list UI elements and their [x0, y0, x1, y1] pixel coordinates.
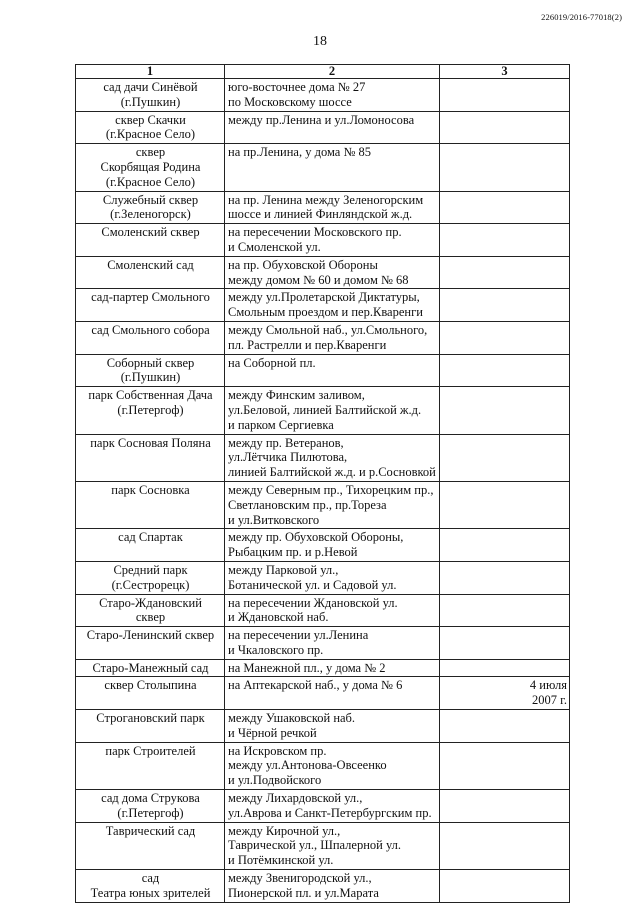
object-name-cell	[76, 289, 225, 322]
object-name-line: сад дома Струкова	[101, 791, 200, 806]
notes-cell	[440, 822, 570, 869]
location-line: шоссе и линией Финляндской ж.д.	[228, 207, 413, 222]
location-line: Светлановским пр., пр.Тореза	[228, 497, 387, 512]
object-name-line: Соборный сквер	[106, 355, 195, 370]
location-cell	[225, 224, 440, 257]
location-line: юго-восточнее дома № 27	[228, 80, 366, 94]
location-line: на пр. Ленина между Зеленогорским	[228, 192, 424, 207]
location-cell	[225, 561, 440, 594]
location-cell	[225, 822, 440, 869]
object-name-line: Старо-Ленинский сквер	[86, 628, 215, 643]
location-cell	[225, 742, 440, 789]
location-line: между ул.Антонова-Овсеенко	[228, 758, 387, 773]
location-line: на пр. Обуховской Обороны	[228, 257, 378, 272]
object-name-cell	[76, 387, 225, 434]
location-line: ул.Лётчика Пилютова,	[228, 450, 348, 465]
object-name-cell	[76, 529, 225, 562]
location-line: ул.Аврова и Санкт-Петербургским пр.	[228, 805, 432, 820]
object-name-line: Скорбящая Родина	[100, 159, 201, 174]
location-line: между домом № 60 и домом № 68	[228, 272, 409, 287]
notes-cell	[440, 387, 570, 434]
location-line: между ул.Пролетарской Диктатуры,	[228, 290, 420, 305]
object-name-line: сад-партер Смольного	[91, 290, 210, 305]
object-name-cell	[76, 870, 225, 903]
table-row	[76, 659, 570, 677]
object-name-line: (г.Красное Село)	[105, 174, 196, 189]
object-name-cell	[76, 677, 225, 710]
object-name-line: парк Строителей	[105, 743, 196, 758]
notes-cell	[440, 111, 570, 144]
location-line: Смольным проездом и пер.Кваренги	[228, 305, 423, 320]
location-cell	[225, 677, 440, 710]
column-header-1: 1	[76, 65, 225, 79]
location-cell	[225, 111, 440, 144]
location-cell	[225, 354, 440, 387]
object-name-line: Театра юных зрителей	[90, 885, 211, 900]
object-name-cell	[76, 742, 225, 789]
location-cell	[225, 387, 440, 434]
green-areas-table	[75, 64, 570, 903]
table-row	[76, 822, 570, 869]
location-cell	[225, 529, 440, 562]
object-name-cell	[76, 481, 225, 528]
object-name-cell	[76, 594, 225, 627]
location-cell	[225, 191, 440, 224]
object-name-line: Служебный сквер	[102, 192, 199, 207]
location-cell	[225, 434, 440, 481]
object-name-line: Старо-Ждановский	[99, 595, 202, 610]
location-cell	[225, 627, 440, 660]
table-row	[76, 434, 570, 481]
table-row	[76, 289, 570, 322]
table-row	[76, 594, 570, 627]
notes-cell	[440, 659, 570, 677]
column-header-3: 3	[440, 65, 570, 79]
location-cell	[225, 79, 440, 112]
notes-cell	[440, 289, 570, 322]
table-row	[76, 561, 570, 594]
table-row	[76, 710, 570, 743]
notes-cell	[440, 321, 570, 354]
table-row	[76, 111, 570, 144]
object-name-line: парк Сосновая Поляна	[90, 435, 211, 450]
location-line: и Смоленской ул.	[228, 239, 321, 254]
page-number: 18	[313, 34, 327, 49]
notes-cell	[440, 354, 570, 387]
location-line: на Манежной пл., у дома № 2	[228, 660, 386, 675]
object-name-cell	[76, 659, 225, 677]
object-name-cell	[76, 627, 225, 660]
object-name-cell	[76, 321, 225, 354]
object-name-cell	[76, 790, 225, 823]
table-row	[76, 742, 570, 789]
location-line: на Аптекарской наб., у дома № 6	[228, 678, 403, 693]
location-line: ул.Беловой, линией Балтийской ж.д.	[228, 402, 422, 417]
location-line: между Звенигородской ул.,	[228, 871, 372, 886]
object-name-line: сквер Скачки	[115, 112, 186, 127]
object-name-line: Смоленский сад	[107, 257, 194, 272]
table-row	[76, 627, 570, 660]
location-line: между пр.Ленина и ул.Ломоносова	[228, 112, 415, 127]
object-name-line: Таврический сад	[105, 823, 196, 838]
location-line: по Московскому шоссе	[228, 94, 352, 109]
location-line: и ул.Витковского	[228, 512, 320, 527]
location-cell	[225, 790, 440, 823]
location-cell	[225, 289, 440, 322]
location-line: Ботанической ул. и Садовой ул.	[228, 577, 397, 592]
location-line: между Северным пр., Тихорецким пр.,	[228, 482, 434, 497]
object-name-line: (г.Пушкин)	[120, 94, 181, 109]
location-line: Таврической ул., Шпалерной ул.	[228, 838, 402, 853]
table-row	[76, 321, 570, 354]
object-name-line: сквер	[135, 610, 166, 625]
table-body	[76, 79, 570, 903]
location-line: между Кирочной ул.,	[228, 823, 341, 838]
object-name-line: сквер Столыпина	[104, 678, 197, 693]
object-name-line: (г.Петергоф)	[117, 402, 184, 417]
object-name-cell	[76, 434, 225, 481]
notes-cell	[440, 742, 570, 789]
location-cell	[225, 594, 440, 627]
object-name-line: (г.Пушкин)	[120, 370, 181, 385]
location-line: на пересечении Московского пр.	[228, 225, 402, 240]
table-row	[76, 256, 570, 289]
object-name-line: сад дачи Синёвой	[103, 80, 198, 94]
location-line: на Соборной пл.	[228, 355, 316, 370]
location-cell	[225, 659, 440, 677]
notes-cell	[440, 710, 570, 743]
object-name-cell	[76, 561, 225, 594]
location-cell	[225, 710, 440, 743]
location-line: между Парковой ул.,	[228, 562, 339, 577]
object-name-cell	[76, 710, 225, 743]
notes-cell	[440, 627, 570, 660]
location-line: между пр. Ветеранов,	[228, 435, 344, 450]
notes-cell	[440, 481, 570, 528]
table-row	[76, 870, 570, 903]
column-header-2: 2	[225, 65, 440, 79]
object-name-line: (г.Сестрорецк)	[111, 577, 190, 592]
location-line: между Финским заливом,	[228, 388, 365, 403]
location-cell	[225, 481, 440, 528]
location-cell	[225, 321, 440, 354]
object-name-line: сад	[141, 871, 160, 886]
table-row	[76, 481, 570, 528]
notes-line: 2007 г.	[532, 693, 567, 708]
object-name-cell	[76, 354, 225, 387]
notes-cell	[440, 256, 570, 289]
notes-line: 4 июля	[529, 678, 567, 693]
object-name-line: парк Собственная Дача	[88, 388, 213, 403]
object-name-cell	[76, 822, 225, 869]
object-name-line: парк Сосновка	[111, 482, 190, 497]
object-name-cell	[76, 144, 225, 191]
location-cell	[225, 144, 440, 191]
notes-cell	[440, 224, 570, 257]
location-line: на пересечении ул.Ленина	[228, 628, 369, 643]
notes-cell	[440, 191, 570, 224]
location-line: на пересечении Ждановской ул.	[228, 595, 398, 610]
object-name-line: (г.Красное Село)	[105, 127, 196, 142]
location-line: и ул.Подвойского	[228, 773, 322, 788]
location-line: между пр. Обуховской Обороны,	[228, 530, 404, 545]
location-line: Рыбацким пр. и р.Невой	[228, 545, 358, 560]
notes-cell	[440, 594, 570, 627]
location-line: и Чкаловского пр.	[228, 642, 324, 657]
object-name-line: сад Смольного собора	[91, 322, 210, 337]
notes-cell	[440, 434, 570, 481]
location-line: и Ждановской наб.	[228, 610, 329, 625]
notes-cell	[440, 144, 570, 191]
location-line: пл. Растрелли и пер.Кваренги	[228, 337, 387, 352]
location-line: между Лихардовской ул.,	[228, 791, 363, 806]
location-line: Пионерской пл. и ул.Марата	[228, 885, 379, 900]
notes-cell	[440, 529, 570, 562]
table-row	[76, 354, 570, 387]
notes-cell	[440, 677, 570, 710]
location-line: между Смольной наб., ул.Смольного,	[228, 322, 428, 337]
document-id: 226019/2016-77018(2)	[541, 12, 622, 22]
table-row	[76, 677, 570, 710]
object-name-cell	[76, 191, 225, 224]
location-line: на Искровском пр.	[228, 743, 327, 758]
location-line: между Ушаковской наб.	[228, 711, 356, 726]
table-row	[76, 224, 570, 257]
location-line: линией Балтийской ж.д. и р.Сосновкой	[228, 465, 436, 480]
table-header-row	[76, 65, 570, 79]
object-name-line: сквер	[135, 145, 166, 160]
object-name-line: сад Спартак	[118, 530, 183, 545]
table-row	[76, 790, 570, 823]
object-name-line: (г.Зеленогорск)	[110, 207, 191, 222]
location-line: и Потёмкинской ул.	[228, 853, 334, 868]
notes-cell	[440, 79, 570, 112]
table-row	[76, 144, 570, 191]
object-name-line: Средний парк	[113, 562, 188, 577]
object-name-line: (г.Петергоф)	[117, 805, 184, 820]
notes-cell	[440, 870, 570, 903]
object-name-cell	[76, 111, 225, 144]
table-row	[76, 387, 570, 434]
table-row	[76, 191, 570, 224]
object-name-cell	[76, 79, 225, 112]
object-name-line: Смоленский сквер	[101, 225, 200, 240]
location-line: на пр.Ленина, у дома № 85	[228, 145, 372, 160]
notes-cell	[440, 790, 570, 823]
location-line: и парком Сергиевка	[228, 417, 334, 432]
location-cell	[225, 870, 440, 903]
notes-cell	[440, 561, 570, 594]
object-name-line: Старо-Манежный сад	[92, 660, 209, 675]
object-name-cell	[76, 256, 225, 289]
table-row	[76, 529, 570, 562]
object-name-line: Строгановский парк	[96, 711, 205, 726]
object-name-cell	[76, 224, 225, 257]
location-line: и Чёрной речкой	[228, 725, 317, 740]
table-row	[76, 79, 570, 112]
location-cell	[225, 256, 440, 289]
